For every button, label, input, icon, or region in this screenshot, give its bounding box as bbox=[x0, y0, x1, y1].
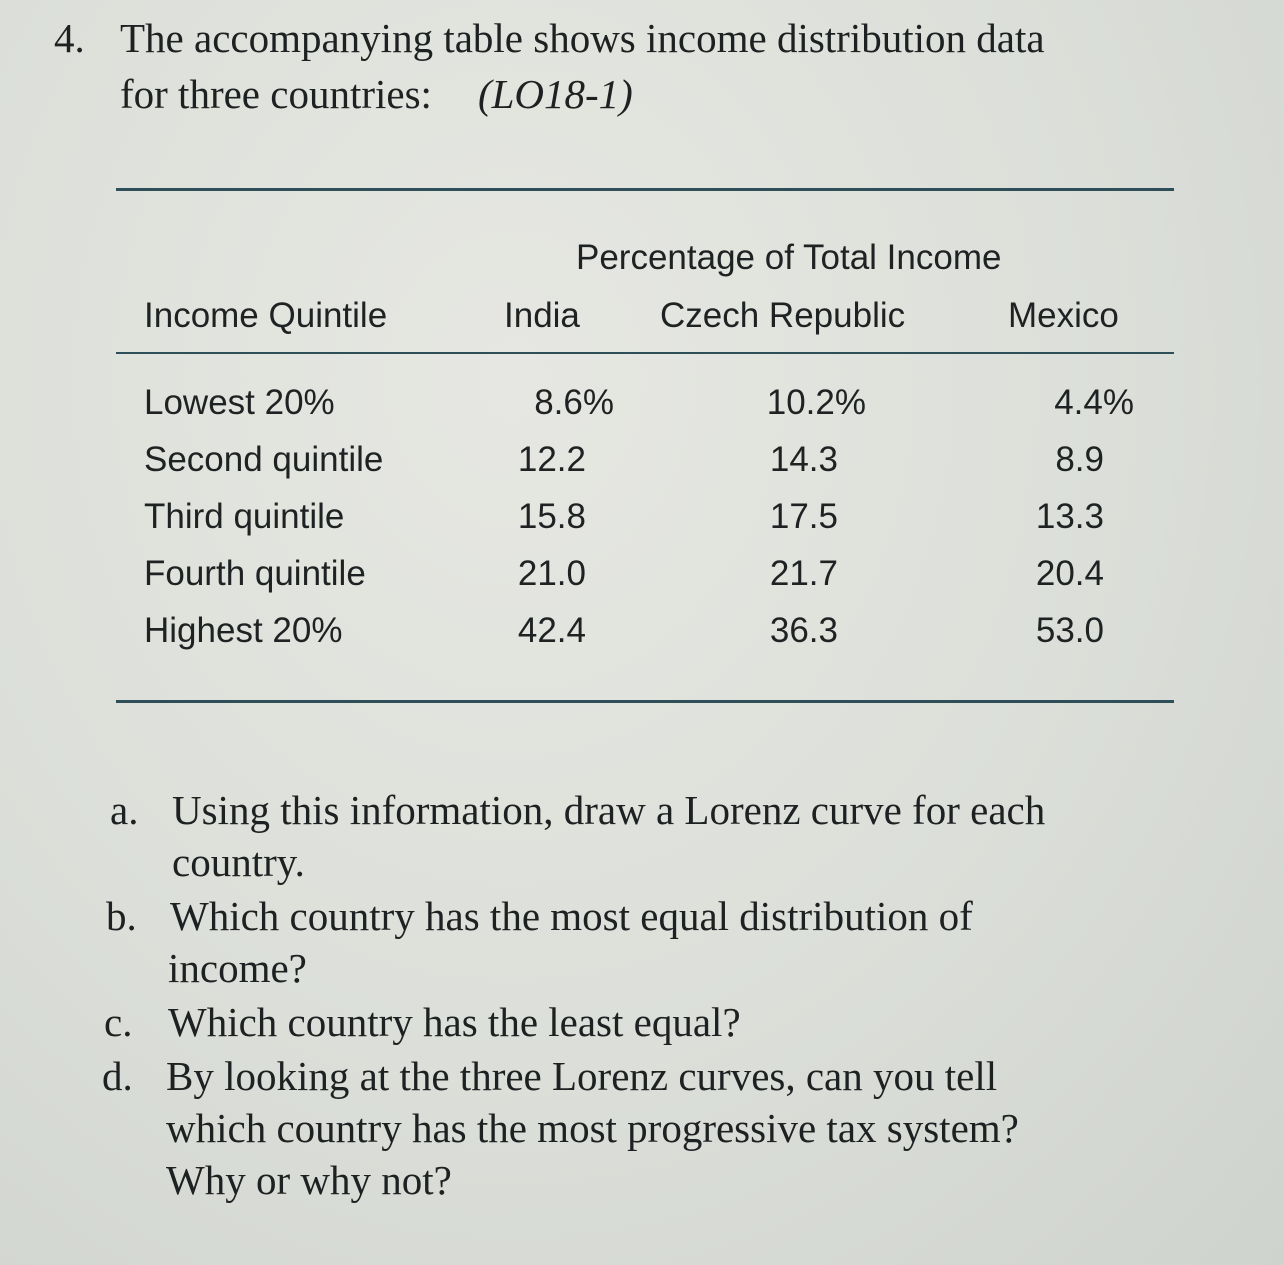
header-czech-republic: Czech Republic bbox=[660, 296, 906, 335]
problem-text-line-2 bbox=[120, 70, 633, 118]
cell-czech-republic: 21.7 bbox=[769, 554, 838, 593]
cell-india: 8.6% bbox=[534, 383, 614, 422]
header-india: India bbox=[504, 296, 580, 335]
cell-czech-republic: 17.5 bbox=[769, 497, 838, 536]
cell-india: 15.8 bbox=[517, 497, 586, 536]
row-label: Highest 20% bbox=[144, 611, 343, 650]
row-label: Second quintile bbox=[144, 440, 384, 479]
table-header-rule bbox=[116, 352, 1174, 354]
part-text-line: country. bbox=[172, 839, 305, 885]
part-text-line: By looking at the three Lorenz curves, can you tell bbox=[166, 1053, 998, 1099]
cell-mexico: 13.3 bbox=[1035, 497, 1104, 536]
cell-india: 12.2 bbox=[517, 440, 586, 479]
header-income-quintile: Income Quintile bbox=[144, 296, 388, 335]
cell-mexico: 53.0 bbox=[1035, 611, 1104, 650]
cell-czech-republic: 10.2% bbox=[766, 383, 866, 422]
cell-czech-republic: 36.3 bbox=[769, 611, 838, 650]
table-bottom-rule bbox=[116, 700, 1174, 703]
part-text-line: Which country has the most equal distribution of bbox=[170, 893, 973, 939]
row-label: Lowest 20% bbox=[144, 383, 335, 422]
table-top-rule bbox=[116, 188, 1174, 191]
cell-mexico: 8.9 bbox=[1055, 440, 1104, 479]
cell-czech-republic: 14.3 bbox=[769, 440, 838, 479]
cell-mexico: 4.4% bbox=[1054, 383, 1134, 422]
part-text-line: which country has the most progressive tax system? bbox=[166, 1105, 1019, 1151]
row-label: Fourth quintile bbox=[144, 554, 366, 593]
row-label: Third quintile bbox=[144, 497, 345, 536]
part-letter: c. bbox=[104, 999, 133, 1045]
cell-india: 42.4 bbox=[517, 611, 586, 650]
part-text-line: Using this information, draw a Lorenz curve for each bbox=[172, 787, 1046, 833]
cell-india: 21.0 bbox=[517, 554, 586, 593]
cell-mexico: 20.4 bbox=[1035, 554, 1104, 593]
problem-number: 4. bbox=[54, 15, 85, 61]
problem-text-line-2-text: for three countries: bbox=[120, 71, 432, 117]
problem-text-line-1: The accompanying table shows income distribution data bbox=[120, 15, 1045, 61]
part-letter: b. bbox=[106, 893, 137, 939]
part-text-line: Why or why not? bbox=[166, 1157, 452, 1203]
header-mexico: Mexico bbox=[1008, 296, 1119, 335]
part-letter: d. bbox=[102, 1053, 133, 1099]
learning-objective: (LO18-1) bbox=[477, 71, 633, 117]
part-text-line: Which country has the least equal? bbox=[168, 999, 741, 1045]
part-text-line: income? bbox=[168, 945, 307, 991]
table-super-header: Percentage of Total Income bbox=[576, 238, 1002, 277]
part-letter: a. bbox=[110, 787, 139, 833]
